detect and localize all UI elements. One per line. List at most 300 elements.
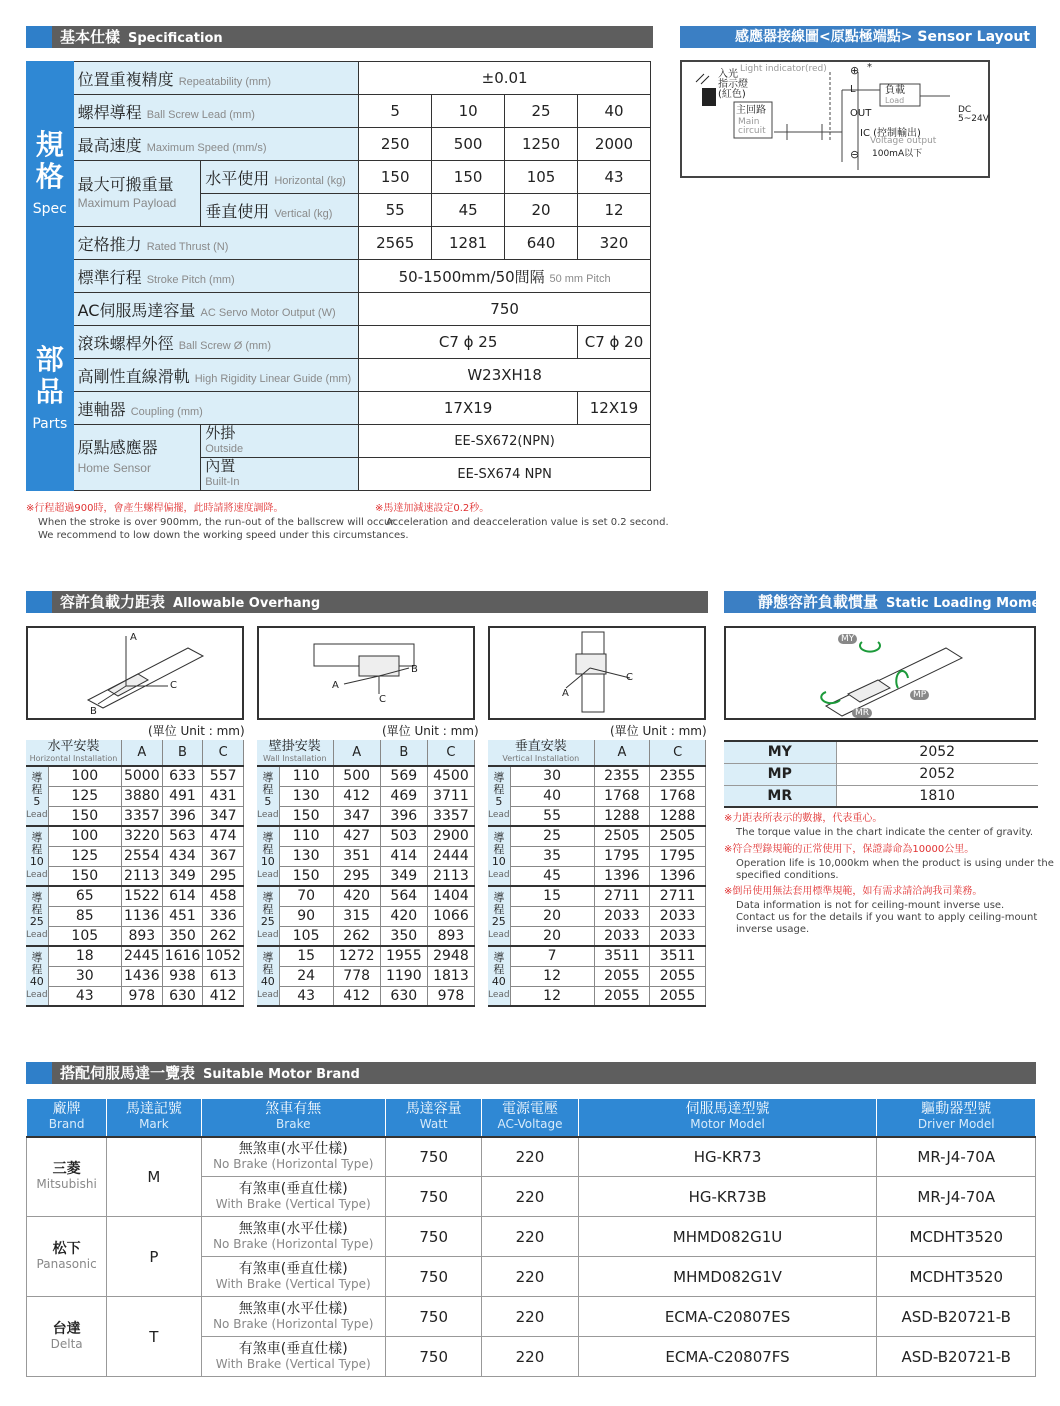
mark-cell: P	[107, 1217, 201, 1297]
value-cell: 2355	[594, 766, 650, 786]
stroke-cell: 20	[510, 906, 594, 926]
stroke-cell: 150	[48, 806, 121, 826]
head-zh: 驅動器型號	[921, 1101, 992, 1118]
value-cell: 412	[203, 986, 244, 1006]
watt-cell: 750	[386, 1217, 482, 1257]
table-row	[26, 786, 244, 806]
screw-label: 滾珠螺桿外徑 Ball Screw Ø (mm)	[73, 326, 359, 359]
motor-model-cell: ECMA-C20807FS	[578, 1337, 877, 1377]
vertical-install-diagram	[488, 626, 706, 720]
stroke-cell: 150	[279, 866, 333, 886]
moment-note3-en3: inverse usage.	[736, 924, 810, 935]
brake-zh: 無煞車(水平仕樣)	[238, 1300, 348, 1317]
column-header: B	[380, 740, 427, 766]
overhang-title-zh: 容許負載力距表	[60, 593, 166, 611]
lead-zh: 導程	[262, 830, 274, 856]
value-cell: 893	[427, 926, 474, 946]
table-row	[26, 846, 244, 866]
head-zh: 馬達記號	[125, 1101, 182, 1118]
vertical-label: 垂直使用 Vertical (kg)	[201, 194, 359, 227]
table-row	[488, 786, 706, 806]
stroke-cell: 24	[279, 966, 333, 986]
brand-en: Panasonic	[36, 1256, 97, 1271]
value-cell: 295	[203, 866, 244, 886]
value-cell: 2554	[121, 846, 162, 866]
axis-b-label: B	[90, 706, 97, 717]
spec-section-header	[26, 26, 653, 48]
value-cell: 474	[203, 826, 244, 846]
moment-key: MY	[724, 741, 836, 763]
value-cell: 414	[380, 846, 427, 866]
watt-cell: 750	[386, 1297, 482, 1337]
stroke-cell: 35	[510, 846, 594, 866]
head-zh: 電源電壓	[501, 1101, 558, 1118]
value-cell: 503	[380, 826, 427, 846]
lead-group-label	[488, 886, 510, 946]
voltage-cell: 220	[482, 1337, 578, 1377]
moment-key: MR	[724, 785, 836, 807]
value-cell: 1404	[427, 886, 474, 906]
table-row	[488, 826, 706, 846]
value-cell: 1396	[594, 866, 650, 886]
builtin-label: 內置 Built-In	[201, 458, 359, 491]
value-cell: 500	[333, 766, 380, 786]
vertical-cell: 20	[505, 194, 578, 227]
column-header: A	[121, 740, 162, 766]
stroke-cell: 12	[510, 986, 594, 1006]
vertical-cell: 12	[578, 194, 651, 227]
minus-terminal: ⊖	[850, 148, 860, 161]
head-zh: 煞車有無	[265, 1101, 322, 1118]
l-terminal: L	[850, 84, 856, 95]
stroke-cell: 7	[510, 946, 594, 966]
mark-cell: M	[107, 1137, 201, 1217]
head-en: Brake	[276, 1117, 311, 1132]
value-cell: 1522	[121, 886, 162, 906]
driver-model-cell: MR-J4-70A	[877, 1177, 1036, 1217]
moment-title-zh: 靜態容許負載慣量	[758, 593, 879, 611]
value-cell: 3357	[121, 806, 162, 826]
main-circuit-en: Main circuit	[738, 117, 766, 136]
table-row	[488, 766, 706, 786]
table-row	[26, 866, 244, 886]
table-row	[488, 966, 706, 986]
stroke-cell: 130	[279, 846, 333, 866]
thrust-label: 定格推力 Rated Thrust (N)	[73, 227, 359, 260]
value-cell: 396	[162, 806, 203, 826]
value-cell: 557	[203, 766, 244, 786]
lead-value: 5	[495, 794, 503, 808]
moment-note1-zh: ※力距表所表示的數據，代表重心。	[724, 813, 883, 824]
stroke-cell: 15	[510, 886, 594, 906]
brand-zh: 台達	[52, 1320, 81, 1337]
stroke-cell: 105	[48, 926, 121, 946]
table-row	[488, 886, 706, 906]
column-header	[877, 1099, 1036, 1137]
repeatability-value: ±0.01	[359, 62, 651, 95]
value-cell: 893	[121, 926, 162, 946]
star-mark: *	[867, 62, 872, 73]
value-cell: 350	[162, 926, 203, 946]
value-cell: 2055	[650, 966, 706, 986]
head-zh: 水平安裝	[47, 738, 100, 754]
brake-cell	[201, 1257, 386, 1297]
spec-category: 規格 Spec	[27, 62, 74, 293]
table-row	[257, 906, 475, 926]
wall-overhang-table	[257, 740, 475, 1007]
value-cell: 2055	[594, 966, 650, 986]
value-cell: 1396	[650, 866, 706, 886]
stroke-cell: 25	[510, 826, 594, 846]
table-row	[26, 986, 244, 1006]
lead-en: Lead	[488, 989, 510, 1000]
value-cell: 1272	[333, 946, 380, 966]
lead-zh: 導程	[31, 890, 43, 916]
lead-group-label	[488, 826, 510, 886]
brand-cell	[27, 1137, 107, 1217]
horizontal-cell: 43	[578, 161, 651, 194]
value-cell: 2948	[427, 946, 474, 966]
moment-value: 1810	[836, 785, 1038, 807]
vertical-overhang-table	[488, 740, 706, 1007]
brake-zh: 有煞車(垂直仕樣)	[238, 1340, 348, 1357]
table-row	[26, 826, 244, 846]
value-cell: 1288	[650, 806, 706, 826]
wall-head	[257, 740, 333, 766]
value-cell: 2055	[594, 986, 650, 1006]
sensor-title: 感應器接線圖<原點極端點> Sensor Layout	[735, 29, 1030, 45]
stroke-cell: 110	[279, 766, 333, 786]
voltage-cell: 220	[482, 1297, 578, 1337]
value-cell: 315	[333, 906, 380, 926]
stroke-cell: 90	[279, 906, 333, 926]
lead-cell: 40	[578, 95, 651, 128]
table-header-row	[488, 740, 706, 766]
unit-label: (單位 Unit : mm)	[148, 724, 245, 738]
spec-table	[26, 61, 651, 491]
value-cell: 412	[333, 786, 380, 806]
lead-en: Lead	[488, 869, 510, 880]
value-cell: 5000	[121, 766, 162, 786]
table-row	[257, 926, 475, 946]
horizontal-cell: 105	[505, 161, 578, 194]
moment-rail-drawing	[726, 628, 1034, 718]
value-cell: 1136	[121, 906, 162, 926]
value-cell: 778	[333, 966, 380, 986]
moment-note3-en2: Contact us for the details if you want to apply ceiling-mount	[736, 912, 1038, 923]
speed-cell: 2000	[578, 128, 651, 161]
dc-supply-label: DC 5~24V	[958, 105, 989, 124]
brake-cell	[201, 1337, 386, 1377]
brand-en: Mitsubishi	[36, 1176, 97, 1191]
lead-cell: 10	[432, 95, 505, 128]
column-header: C	[203, 740, 244, 766]
stroke-cell: 70	[279, 886, 333, 906]
axis-c-label: C	[379, 694, 386, 705]
table-row	[488, 846, 706, 866]
unit-label: (單位 Unit : mm)	[382, 724, 479, 738]
column-header	[107, 1099, 201, 1137]
brake-en: No Brake (Horizontal Type)	[213, 1316, 374, 1331]
value-cell: 2033	[650, 926, 706, 946]
table-row	[488, 806, 706, 826]
value-cell: 978	[427, 986, 474, 1006]
motor-label: AC伺服馬達容量 AC Servo Motor Output (W)	[73, 293, 359, 326]
moment-note2-en2: specified conditions.	[736, 870, 839, 881]
motor-model-cell: HG-KR73	[578, 1137, 877, 1177]
value-cell: 451	[162, 906, 203, 926]
value-cell: 349	[162, 866, 203, 886]
moment-note3-en1: Data information is not for ceiling-mount inverse use.	[736, 900, 1005, 911]
value-cell: 2113	[121, 866, 162, 886]
guide-label: 高剛性直線滑軌 High Rigidity Linear Guide (mm)	[73, 359, 359, 392]
watt-cell: 750	[386, 1137, 482, 1177]
lead-value: 10	[491, 854, 506, 868]
value-cell: 351	[333, 846, 380, 866]
column-header	[482, 1099, 578, 1137]
table-row	[257, 806, 475, 826]
stroke-cell: 43	[48, 986, 121, 1006]
brake-cell	[201, 1137, 386, 1177]
lead-en: Lead	[488, 929, 510, 940]
note-stroke-en1: When the stroke is over 900mm, the run-out of the ballscrew will occur.	[38, 517, 397, 528]
value-cell: 2505	[650, 826, 706, 846]
lead-en: Lead	[26, 929, 48, 940]
value-cell: 347	[203, 806, 244, 826]
lead-value: 10	[260, 854, 275, 868]
value-cell: 2711	[650, 886, 706, 906]
stroke-cell: 110	[279, 826, 333, 846]
head-en: Driver Model	[917, 1117, 995, 1132]
lead-value: 40	[29, 974, 44, 988]
value-cell: 491	[162, 786, 203, 806]
stroke-cell: 20	[510, 926, 594, 946]
table-row	[257, 886, 475, 906]
stroke-cell: 30	[48, 966, 121, 986]
lead-group-label	[257, 766, 279, 826]
lead-label: 螺桿導程 Ball Screw Lead (mm)	[73, 95, 359, 128]
screw-value-a: C7 ϕ 25	[359, 326, 578, 359]
column-header: A	[333, 740, 380, 766]
value-cell: 1955	[380, 946, 427, 966]
lead-en: Lead	[257, 809, 279, 820]
value-cell: 1795	[650, 846, 706, 866]
brake-zh: 無煞車(水平仕樣)	[238, 1220, 348, 1237]
speed-cell: 1250	[505, 128, 578, 161]
value-cell: 396	[380, 806, 427, 826]
value-cell: 350	[380, 926, 427, 946]
moment-key: MP	[724, 763, 836, 785]
out-label: OUT	[850, 108, 872, 119]
head-zh: 垂直安裝	[514, 738, 567, 754]
horizontal-table	[26, 740, 244, 1007]
lead-value: 25	[260, 914, 275, 928]
table-row	[26, 806, 244, 826]
spec-title-zh: 基本仕樣	[60, 28, 121, 46]
value-cell: 3711	[427, 786, 474, 806]
lead-zh: 導程	[493, 830, 505, 856]
table-row	[257, 946, 475, 966]
brand-en: Delta	[50, 1336, 83, 1351]
value-cell: 2505	[594, 826, 650, 846]
lead-cell: 25	[505, 95, 578, 128]
value-cell: 420	[333, 886, 380, 906]
motor-title-zh: 搭配伺服馬達一覽表	[60, 1064, 196, 1082]
column-header	[386, 1099, 482, 1137]
table-row	[27, 1137, 1036, 1177]
thrust-cell: 1281	[432, 227, 505, 260]
axis-a-label: A	[130, 632, 137, 643]
value-cell: 349	[380, 866, 427, 886]
value-cell: 563	[162, 826, 203, 846]
value-cell: 1066	[427, 906, 474, 926]
ic-label: IC (控制輸出)	[860, 128, 921, 139]
light-indicator-label: Light indicator(red)	[740, 64, 827, 74]
table-row	[257, 986, 475, 1006]
lead-value: 25	[29, 914, 44, 928]
driver-model-cell: ASD-B20721-B	[877, 1297, 1036, 1337]
table-row	[27, 1297, 1036, 1337]
brand-zh: 松下	[52, 1240, 81, 1257]
lead-group-label	[26, 886, 48, 946]
value-cell: 1795	[594, 846, 650, 866]
table-row	[257, 846, 475, 866]
stroke-value: 50-1500mm/50間隔 50 mm Pitch	[359, 260, 651, 293]
stroke-cell: 150	[279, 806, 333, 826]
my-label: MY	[838, 634, 857, 644]
lead-zh: 導程	[262, 770, 274, 796]
brake-zh: 無煞車(水平仕樣)	[238, 1140, 348, 1157]
wall-rail-drawing	[259, 628, 473, 718]
spec-title-en: Specification	[128, 31, 223, 46]
outside-label: 外掛 Outside	[201, 425, 359, 458]
stroke-cell: 85	[48, 906, 121, 926]
table-row	[26, 926, 244, 946]
value-cell: 3880	[121, 786, 162, 806]
stroke-cell: 55	[510, 806, 594, 826]
motor-model-cell: MHMD082G1V	[578, 1257, 877, 1297]
value-cell: 4500	[427, 766, 474, 786]
value-cell: 420	[380, 906, 427, 926]
mark-cell: T	[107, 1297, 201, 1377]
watt-cell: 750	[386, 1177, 482, 1217]
brake-zh: 有煞車(垂直仕樣)	[238, 1260, 348, 1277]
value-cell: 564	[380, 886, 427, 906]
head-zh: 伺服馬達型號	[685, 1101, 770, 1118]
head-en: Watt	[419, 1117, 448, 1132]
value-cell: 614	[162, 886, 203, 906]
motor-brand-table	[26, 1098, 1036, 1377]
table-row	[257, 866, 475, 886]
table-row	[26, 906, 244, 926]
thrust-cell: 320	[578, 227, 651, 260]
brake-cell	[201, 1297, 386, 1337]
value-cell: 412	[333, 986, 380, 1006]
value-cell: 1768	[594, 786, 650, 806]
wall-table	[257, 740, 475, 1007]
stroke-cell: 105	[279, 926, 333, 946]
lead-value: 40	[491, 974, 506, 988]
value-cell: 978	[121, 986, 162, 1006]
table-row	[26, 966, 244, 986]
moment-note2-zh: ※符合型錄規範的正常使用下，保證壽命為10000公里。	[724, 844, 975, 855]
speed-cell: 250	[359, 128, 432, 161]
horizontal-cell: 150	[432, 161, 505, 194]
wall-install-diagram	[257, 626, 475, 720]
table-header-row	[257, 740, 475, 766]
axis-a-label: A	[332, 680, 339, 691]
table-row	[257, 826, 475, 846]
coupling-label: 連軸器 Coupling (mm)	[73, 392, 359, 425]
vertical-head	[488, 740, 594, 766]
brake-en: With Brake (Vertical Type)	[215, 1356, 371, 1371]
column-header: C	[650, 740, 706, 766]
value-cell: 613	[203, 966, 244, 986]
value-cell: 2355	[650, 766, 706, 786]
axis-c-label: C	[626, 672, 633, 683]
column-header: A	[594, 740, 650, 766]
brake-en: No Brake (Horizontal Type)	[213, 1156, 374, 1171]
value-cell: 347	[333, 806, 380, 826]
brand-cell	[27, 1297, 107, 1377]
payload-label: 最大可搬重量 Maximum Payload	[73, 161, 201, 227]
lead-zh: 導程	[31, 770, 43, 796]
lead-value: 5	[33, 794, 41, 808]
table-row	[488, 946, 706, 966]
motor-model-cell: ECMA-C20807ES	[578, 1297, 877, 1337]
column-header	[27, 1099, 107, 1137]
stroke-cell: 150	[48, 866, 121, 886]
light-indicator-zh: 入光 指示燈 (紅色)	[718, 69, 748, 100]
motor-model-cell: HG-KR73B	[578, 1177, 877, 1217]
brake-en: With Brake (Vertical Type)	[215, 1276, 371, 1291]
table-row	[257, 786, 475, 806]
mr-label: MR	[852, 708, 872, 718]
coupling-value-a: 17X19	[359, 392, 578, 425]
head-zh: 壁掛安裝	[268, 738, 321, 754]
value-cell: 367	[203, 846, 244, 866]
stroke-cell: 125	[48, 786, 121, 806]
sensor-diagram	[680, 60, 990, 178]
column-header: B	[162, 740, 203, 766]
screw-value-b: C7 ϕ 20	[578, 326, 651, 359]
lead-en: Lead	[257, 989, 279, 1000]
table-row	[26, 886, 244, 906]
horizontal-cell: 150	[359, 161, 432, 194]
value-cell: 938	[162, 966, 203, 986]
voltage-cell: 220	[482, 1137, 578, 1177]
repeatability-label: 位置重複精度 Repeatability (mm)	[73, 62, 359, 95]
table-header-row	[26, 740, 244, 766]
moment-note2-en1: Operation life is 10,000km when the product is using under the	[736, 858, 1054, 869]
lead-zh: 導程	[262, 890, 274, 916]
moment-table	[724, 740, 1038, 808]
head-en: Mark	[139, 1117, 169, 1132]
brake-en: With Brake (Vertical Type)	[215, 1196, 371, 1211]
speed-label: 最高速度 Maximum Speed (mm/s)	[73, 128, 359, 161]
axis-c-label: C	[170, 680, 177, 691]
value-cell: 1190	[380, 966, 427, 986]
axis-a-label: A	[562, 688, 569, 699]
head-en: Brand	[48, 1117, 85, 1132]
stroke-cell: 65	[48, 886, 121, 906]
coupling-value-b: 12X19	[578, 392, 651, 425]
driver-model-cell: MCDHT3520	[877, 1217, 1036, 1257]
brake-cell	[201, 1217, 386, 1257]
brake-zh: 有煞車(垂直仕樣)	[238, 1180, 348, 1197]
value-cell: 469	[380, 786, 427, 806]
table-row	[26, 946, 244, 966]
